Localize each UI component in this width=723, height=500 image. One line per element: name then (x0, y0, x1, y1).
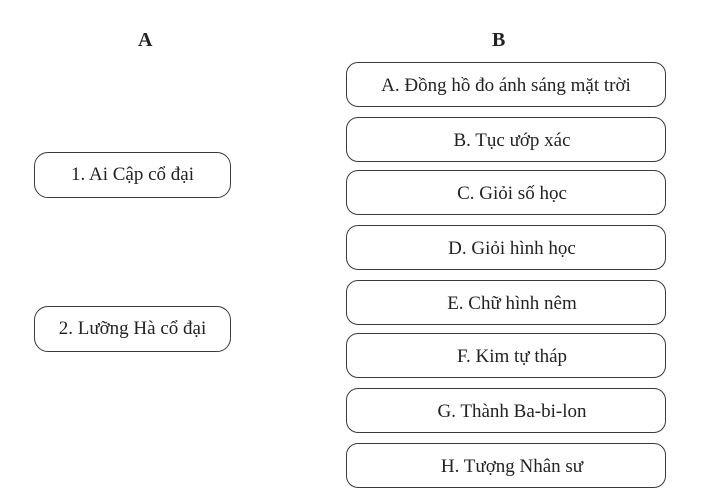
column-b-item-a[interactable] (346, 62, 666, 107)
column-b-item-label: H. Tượng Nhân sư (440, 455, 584, 477)
column-a-item-1[interactable] (34, 152, 231, 198)
column-a-item-2[interactable] (34, 306, 231, 352)
column-a-header: A (138, 29, 153, 51)
column-b-item-b[interactable] (346, 117, 666, 162)
column-b-item-label: A. Đồng hồ đo ánh sáng mặt trời (381, 74, 631, 96)
column-b-item-label: G. Thành Ba-bi-lon (437, 400, 587, 422)
column-b-item-h[interactable] (346, 443, 666, 488)
column-b-header: B (492, 29, 506, 51)
column-a-item-label: 2. Lưỡng Hà cổ đại (58, 318, 207, 339)
column-b-item-e[interactable] (346, 280, 666, 325)
column-b-item-label: C. Giỏi số học (457, 182, 567, 204)
column-b-item-g[interactable] (346, 388, 666, 433)
column-b-item-label: E. Chữ hình nêm (447, 292, 577, 314)
column-b-item-f[interactable] (346, 333, 666, 378)
column-b-item-d[interactable] (346, 225, 666, 270)
column-b-item-c[interactable] (346, 170, 666, 215)
column-b-item-label: D. Giỏi hình học (448, 237, 576, 259)
column-a-item-label: 1. Ai Cập cổ đại (71, 164, 194, 185)
column-b-item-label: F. Kim tự tháp (456, 345, 568, 367)
column-b-item-label: B. Tục ướp xác (453, 129, 571, 151)
